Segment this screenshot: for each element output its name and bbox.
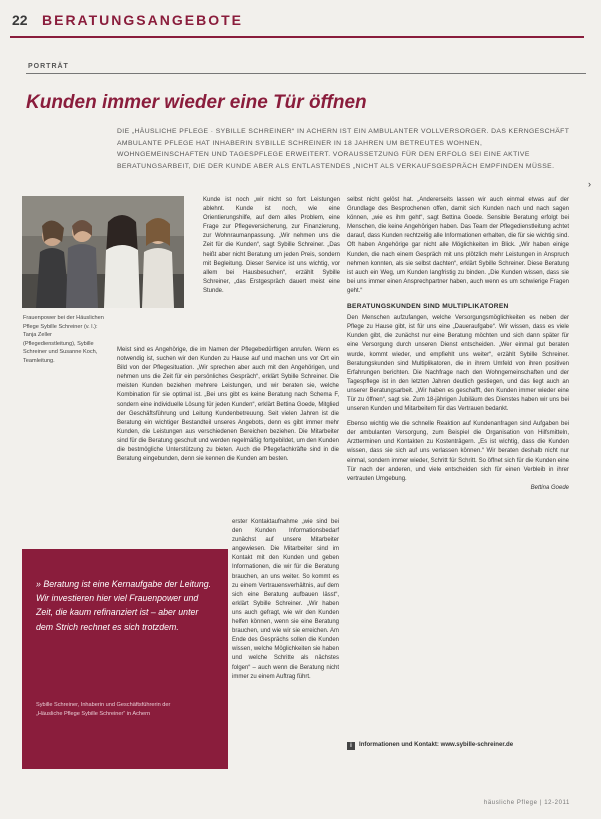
- info-contact-line: [347, 741, 569, 750]
- info-icon: i: [347, 742, 355, 750]
- body-paragraph: erster Kontaktaufnahme „wie sind bei den Kunden Informationsbedarf zunächst auf unsere Mitarbeiter angewiesen. Die Mitarbeiter sind im Kontakt mit den Kunden und geben Informationen, die wir für die Beratung brauchen, an uns weiter. So kommt es zu einem Vertrauensverhältnis, auf dem sich eine Beratung aufbauen lässt“, erklärt Sybille Schreiner. „Wir haben uns auch gefragt, wie wir den Kunden helfen können, wenn sie eine Beratung brauchen, und wie wir sie erreichen. Am Ende des Gesprächs sollen die Kunden wissen, welche Möglichkeiten sie haben und welche Schritte als nächstes folgen“ – auch wenn die Beratung nicht immer zu einem Auftrag führt.: [232, 519, 339, 680]
- rubric-label: PORTRÄT: [28, 63, 69, 70]
- body-column-1-top: [203, 196, 340, 296]
- body-subheading: BERATUNGSKUNDEN SIND MULTIPLIKATOREN: [347, 303, 509, 311]
- body-column-2: [347, 196, 569, 493]
- team-photo-image: [22, 196, 184, 308]
- body-paragraph: selbst nicht gelöst hat. „Andererseits lassen wir auch einmal etwas auf der Grundlage des Besprochenen offen, damit sich Kunden nach und nach sagen können, „wie es ihm geht“, sagt Bettina Goede. Sensible Beratung erfolgt bei Menschen, die keine Angehörigen haben. Das Team der Pflegedienstleitung achtet darauf, dass Kunden rechtzeitig alle Informationen erhalten, die für sie wichtig sind. Oft haben Angehörige gar nicht alle Möglichkeiten im Blick. „Wir haben einige Kunden, die nach einem Gespräch mit uns plötzlich mehr Leistungen in Anspruch nehmen konnten, als sie selbst dachten“, erklärt Sybille Schreiner. Diese Beratung ist auch ein Weg, um Kunden langfristig zu binden. „Die Kunden wissen, dass sie bei uns immer einen Ansprechpartner haben, auch wenn es um schwierige Fragen geht.“: [347, 197, 569, 294]
- team-photo: [22, 196, 184, 308]
- body-column-1-middle: [117, 346, 339, 464]
- photo-caption: Frauenpower bei der Häuslichen Pflege Sybille Schreiner (v. l.): Tanja Zeller (Pflegedienstleitung), Sybille Schreiner und Susanne Koch, Teamleitung.: [23, 315, 104, 364]
- body-paragraph: Kunde ist noch „wir nicht so fort Leistungen ablehnt. Kunde ist noch, wie eine Orientierungshilfe, auf dem alles Problem, eine Frage zur Pflegeversicherung, zur Finanzierung, zur Wohnraumanpassung. „Wir nehmen uns die Zeit für die Kunden“, sagt Sybille Schreiner. „Das heißt aber nicht Beratung um jeden Preis, sondern mit Begleitung. Dieser Service ist uns wichtig, vor allem bei Hausbesuchen“, erzählt Sybille Schreiner, „das Erstgespräch dauert meist eine Stunde.: [203, 197, 340, 294]
- pull-quote: » Beratung ist eine Kernaufgabe der Leitung. Wir investieren hier viel Frauenpower und Zeit, die kaum refinanziert ist – aber unter dem Strich rechnet es sich trotzdem.: [36, 579, 212, 632]
- page-number: 22: [12, 12, 28, 28]
- quote-source: Sybille Schreiner, Inhaberin und Geschäftsführerin der „Häusliche Pflege Sybille Schreiner“ in Achern: [36, 702, 171, 717]
- page-footer: häusliche Pflege | 12-2011: [483, 800, 570, 806]
- page-edge-arrow-icon: ›: [588, 179, 591, 189]
- section-title: BERATUNGSANGEBOTE: [42, 12, 243, 28]
- rubric-rule: [26, 73, 586, 74]
- info-contact-text[interactable]: Informationen und Kontakt: www.sybille-schreiner.de: [359, 741, 514, 748]
- body-paragraph: Ebenso wichtig wie die schnelle Reaktion auf Kundenanfragen sind Aufgaben bei der ambulanten Versorgung, zum Beispiel die Organisation von Hilfsmitteln, Arztterminen und Kontakten zu Kostenträgern. „Es ist wichtig, dass die Kunden wissen, dass sie sich auf uns verlassen können.“ Wir beraten deshalb nicht nur einmal, sondern immer wieder, Schritt für Schritt. So öffnet sich für die Kunden eine Tür nach der anderen, und viele entscheiden sich für einen Verbleib in ihrer vertrauten Umgebung.: [347, 421, 569, 482]
- page-header: [0, 0, 601, 38]
- header-rule: [10, 36, 584, 38]
- article-headline: Kunden immer wieder eine Tür öffnen: [26, 92, 367, 113]
- body-paragraph: Den Menschen aufzufangen, welche Versorgungsmöglichkeiten es neben der Pflege zu Hause gibt, ist für uns eine „Daueraufgabe“. Wir wissen, dass es viele Kunden gibt, die zunächst nur eine Beratung möchten und sich dann später für eine Versorgung durch unseren Dienst entscheiden. „Wer einmal gut beraten wurde, kommt wieder, und empfiehlt uns weiter“, erzählt Sybille Schreiner. Beratungskunden sind Multiplikatoren, die in ihrem Umfeld von ihren positiven Erfahrungen berichten. Die Nachfrage nach den Wohngemeinschaften und der Tagespflege ist in den letzten Jahren deutlich gestiegen, und das liegt auch an unserer Beratungsarbeit. „Wir haben es geschafft, den Kunden immer wieder eine Tür zu öffnen“, sagt sie. Zum 18-jährigen Jubiläum des Dienstes haben wir uns bei unseren Kunden und Mitarbeitern für das Vertrauen bedankt.: [347, 315, 569, 413]
- body-paragraph: Meist sind es Angehörige, die im Namen der Pflegebedürftigen anrufen. Wenn es notwendig ist, suchen wir den Kunden zu Hause auf und machen uns vor Ort ein Bild von der Pflegesituation. „Wir sprechen aber auch mit den Angehörigen, und nehmen uns die Zeit für ein persönliches Gespräch“, erklärt Sybille Schreiner. Die meisten Kunden beziehen mehrere Leistungen, und wir beraten sie, welche Kombination für sie optimal ist. „Bei uns gibt es keine Beratung nach Schema F, sondern eine individuelle Lösung für jeden Kunden“, erklärt Bettina Goede, Mitglied der Geschäftsführung und Leitung Kundenbetreuung. Seit vielen Jahren ist die Beratung ein wichtiger Bestandteil unseres Angebots, denn es gibt immer mehr Kunden, die Leistungen aus verschiedenen Bereichen beziehen. Die Mitarbeiter sind für die Beratung geschult und werden regelmäßig fortgebildet, um den Kunden die bestmögliche Unterstützung zu bieten. Auch die Pflegefachkräfte sind in die Beratung eingebunden, denn sie kennen die Kunden am besten.: [117, 347, 339, 463]
- body-column-1-bottom: [232, 518, 339, 682]
- author-signature: Bettina Goede: [530, 484, 569, 491]
- article-lead: DIE „HÄUSLICHE PFLEGE · SYBILLE SCHREINER“ IN ACHERN IST EIN AMBULANTER VOLLVERSORGER. DAS KERNGESCHÄFT AMBULANTE PFLEGE HAT INHABERIN SYBILLE SCHREINER IN 18 JAHREN UM BETREUTES WOHNEN, WOHNGEMEINSCHAFTEN UND TAGESPFLEGE ERWEITERT. VORAUSSETZUNG FÜR DEN ERFOLG SEI EINE AKTIVE BERATUNGSARBEIT, DIE DER KUNDE ABER ALS ENTLASTENDES „NICHT ALS VERKAUFSGESPRÄCH EMPFINDEN MÜSSE.: [117, 128, 570, 170]
